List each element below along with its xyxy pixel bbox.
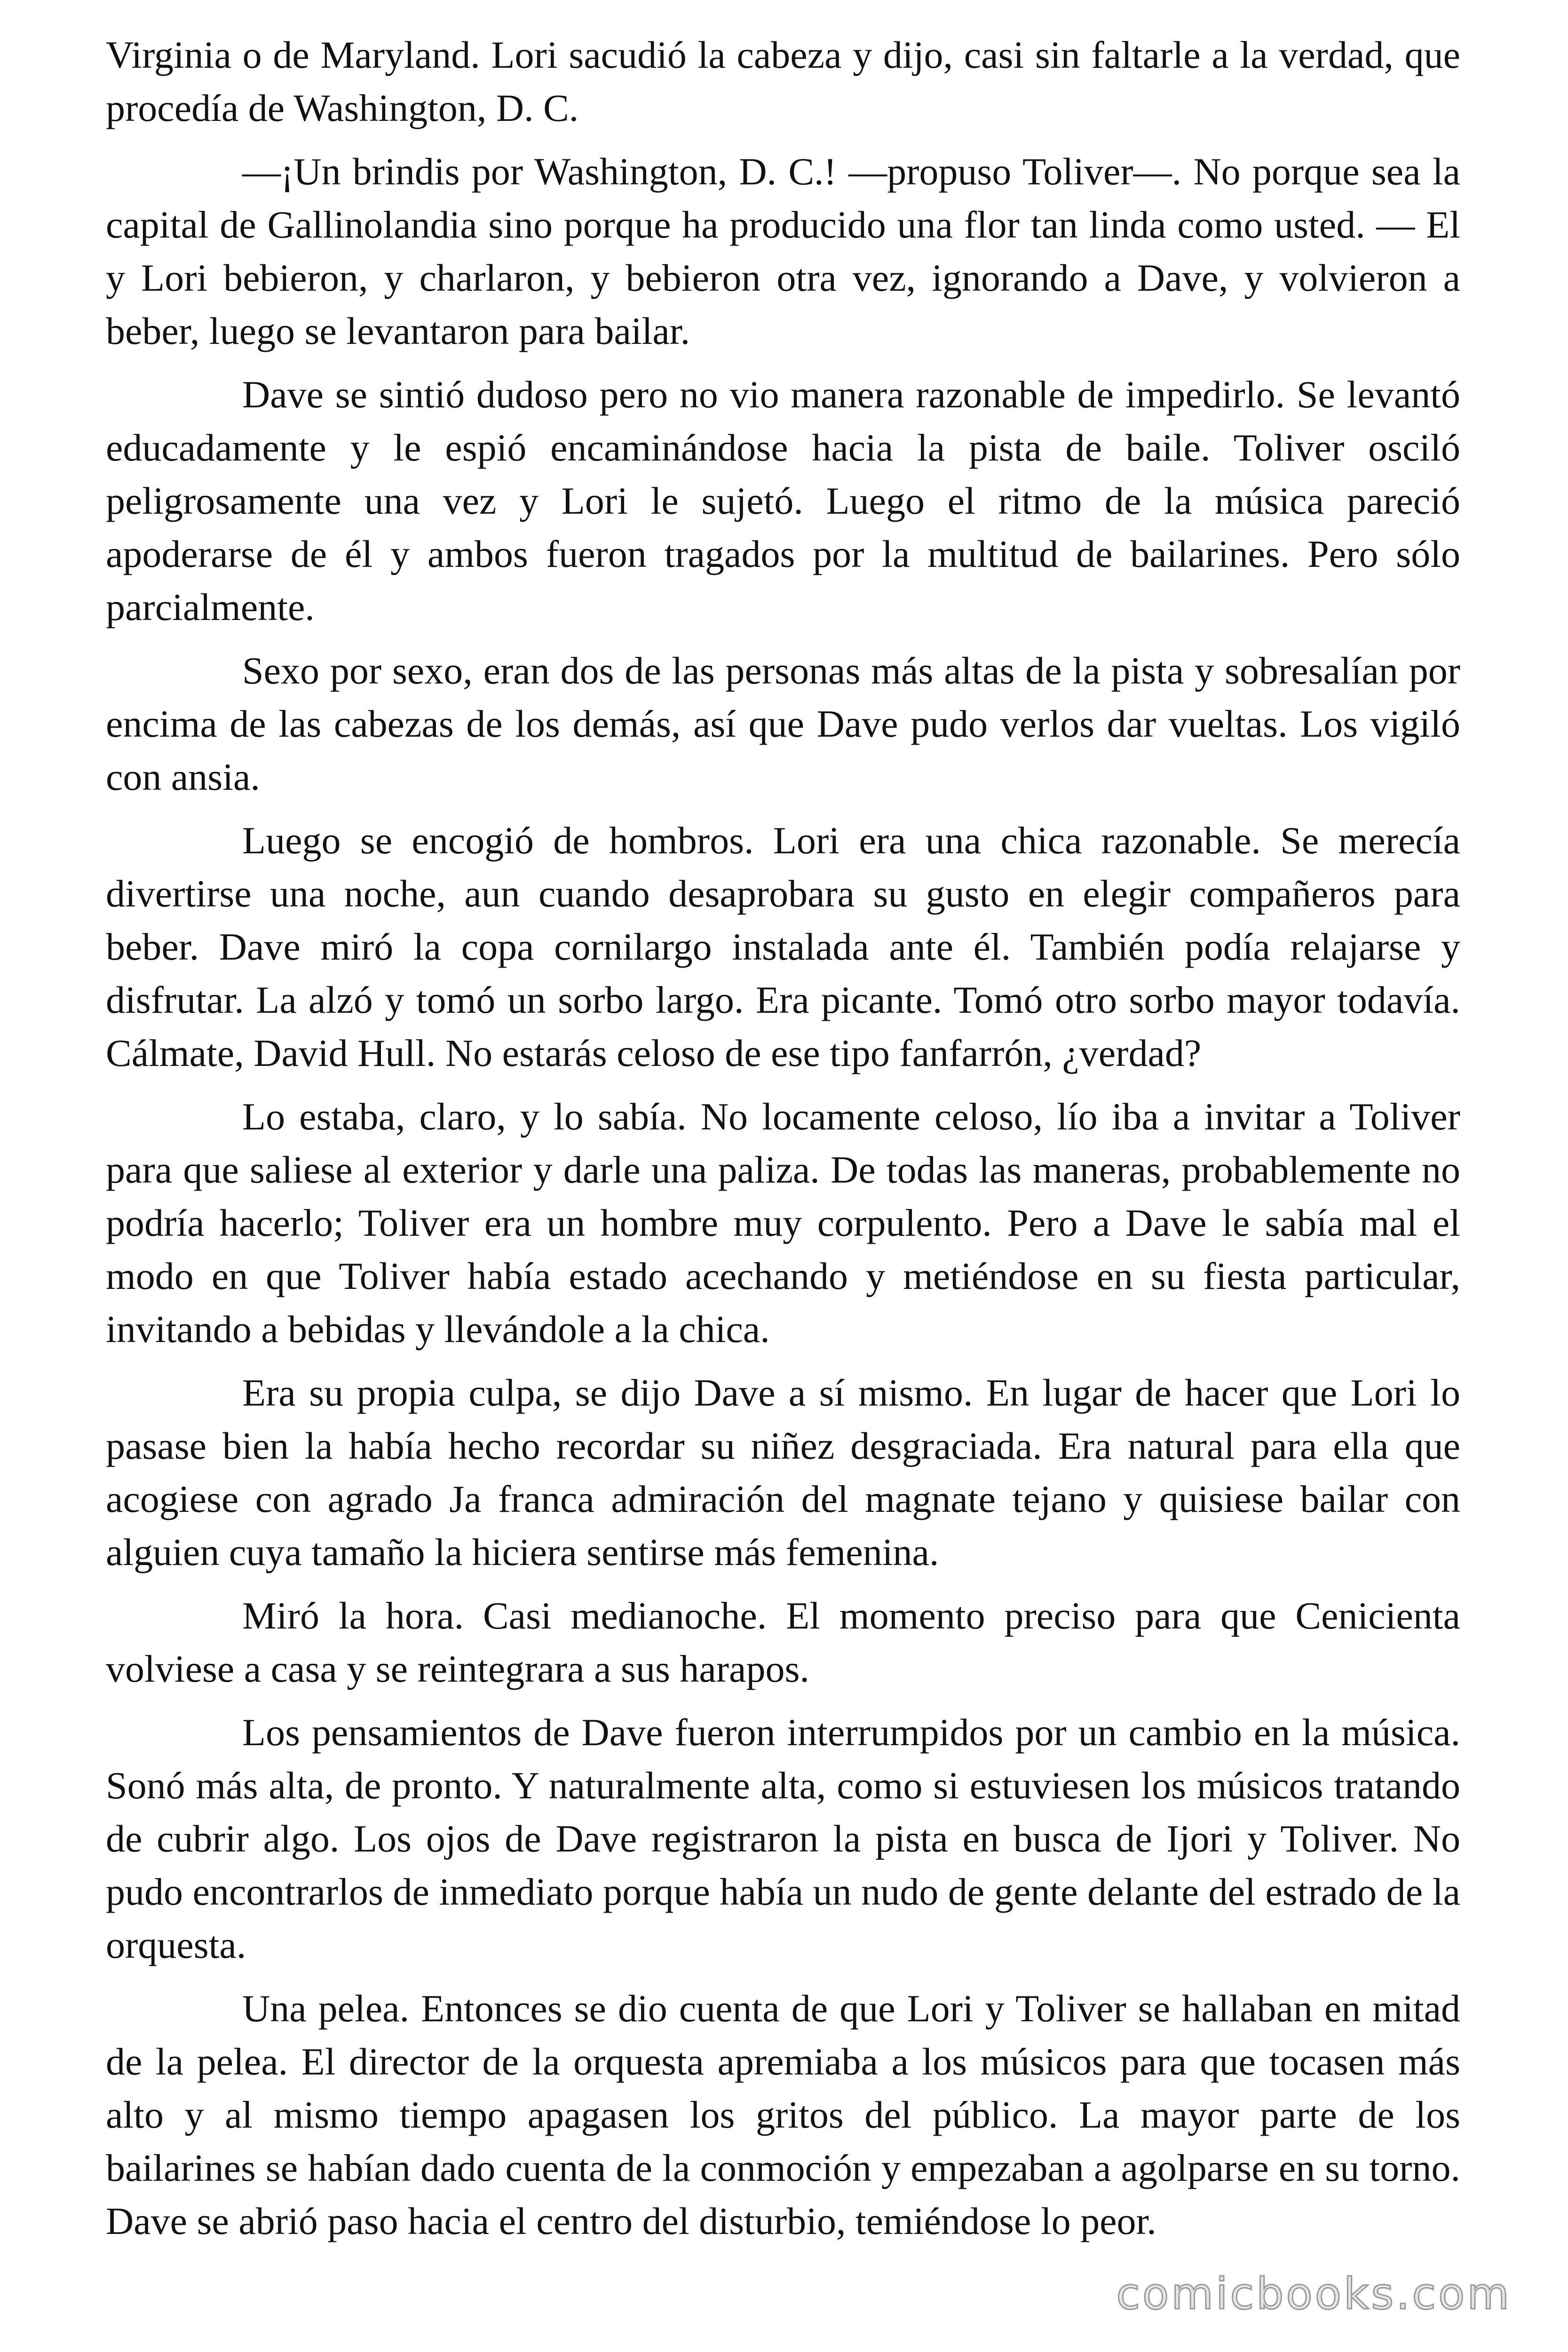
paragraph-4: Sexo por sexo, eran dos de las personas más altas de la pista y sobresalían por encima de las cabezas de los demás, así que Dave pudo verlos dar vueltas. Los vigiló con ansia. (106, 649, 1460, 798)
paragraph-8: Miró la hora. Casi medianoche. El momento preciso para que Cenicienta volviese a casa y se reintegrara a sus harapos. (106, 1594, 1460, 1690)
watermark-logo: comicbooks.com (1116, 2269, 1512, 2319)
paragraph-9: Los pensamientos de Dave fueron interrumpidos por un cambio en la música. Sonó más alta, de pronto. Y naturalmente alta, como si estuviesen los músicos tratando de cubrir algo. Los ojos de Dave registraron la pista en busca de Ijori y Toliver. No pudo encontrarlos de inmediato porque había un nudo de gente delante del estrado de la orquesta. (106, 1711, 1460, 1966)
paragraph-2: —¡Un brindis por Washington, D. C.! —propuso Toliver—. No porque sea la capital de Gallinolandia sino porque ha producido una flor tan linda como usted. — El y Lori bebieron, y charlaron, y bebieron otra vez, ignorando a Dave, y volvieron a beber, luego se levantaron para bailar. (106, 150, 1460, 352)
paragraph-3: Dave se sintió dudoso pero no vio manera razonable de impedirlo. Se levantó educadamente y le espió encaminándose hacia la pista de baile. Toliver osciló peligrosamente una vez y Lori le sujetó. Luego el ritmo de la música pareció apoderarse de él y ambos fueron tragados por la multitud de bailarines. Pero sólo parcialmente. (106, 373, 1460, 628)
paragraph-6: Lo estaba, claro, y lo sabía. No locamente celoso, lío iba a invitar a Toliver para que saliese al exterior y darle una paliza. De todas las maneras, probablemente no podría hacerlo; Toliver era un hombre muy corpulento. Pero a Dave le sabía mal el modo en que Toliver había estado acechando y metiéndose en su fiesta particular, invitando a bebidas y llevándole a la chica. (106, 1095, 1460, 1351)
paragraph-10: Una pelea. Entonces se dio cuenta de que Lori y Toliver se hallaban en mitad de la pelea. El director de la orquesta apremiaba a los músicos para que tocasen más alto y al mismo tiempo apagasen los gritos del público. La mayor parte de los bailarines se habían dado cuenta de la conmoción y empezaban a agolparse en su torno. Dave se abrió paso hacia el centro del disturbio, temiéndose lo peor. (106, 1987, 1460, 2242)
paragraph-5: Luego se encogió de hombros. Lori era una chica razonable. Se merecía divertirse una noche, aun cuando desaprobara su gusto en elegir compañeros para beber. Dave miró la copa cornilargo instalada ante él. También podía relajarse y disfrutar. La alzó y tomó un sorbo largo. Era picante. Tomó otro sorbo mayor todavía. Cálmate, David Hull. No estarás celoso de ese tipo fanfarrón, ¿verdad? (106, 819, 1460, 1074)
book-page (106, 28, 1460, 2258)
paragraph-1: Virginia o de Maryland. Lori sacudió la cabeza y dijo, casi sin faltarle a la verdad, que procedía de Washington, D. C. (106, 33, 1460, 129)
paragraph-7: Era su propia culpa, se dijo Dave a sí mismo. En lugar de hacer que Lori lo pasase bien la había hecho recordar su niñez desgraciada. Era natural para ella que acogiese con agrado Ja franca admiración del magnate tejano y quisiese bailar con alguien cuya tamaño la hiciera sentirse más femenina. (106, 1371, 1460, 1573)
